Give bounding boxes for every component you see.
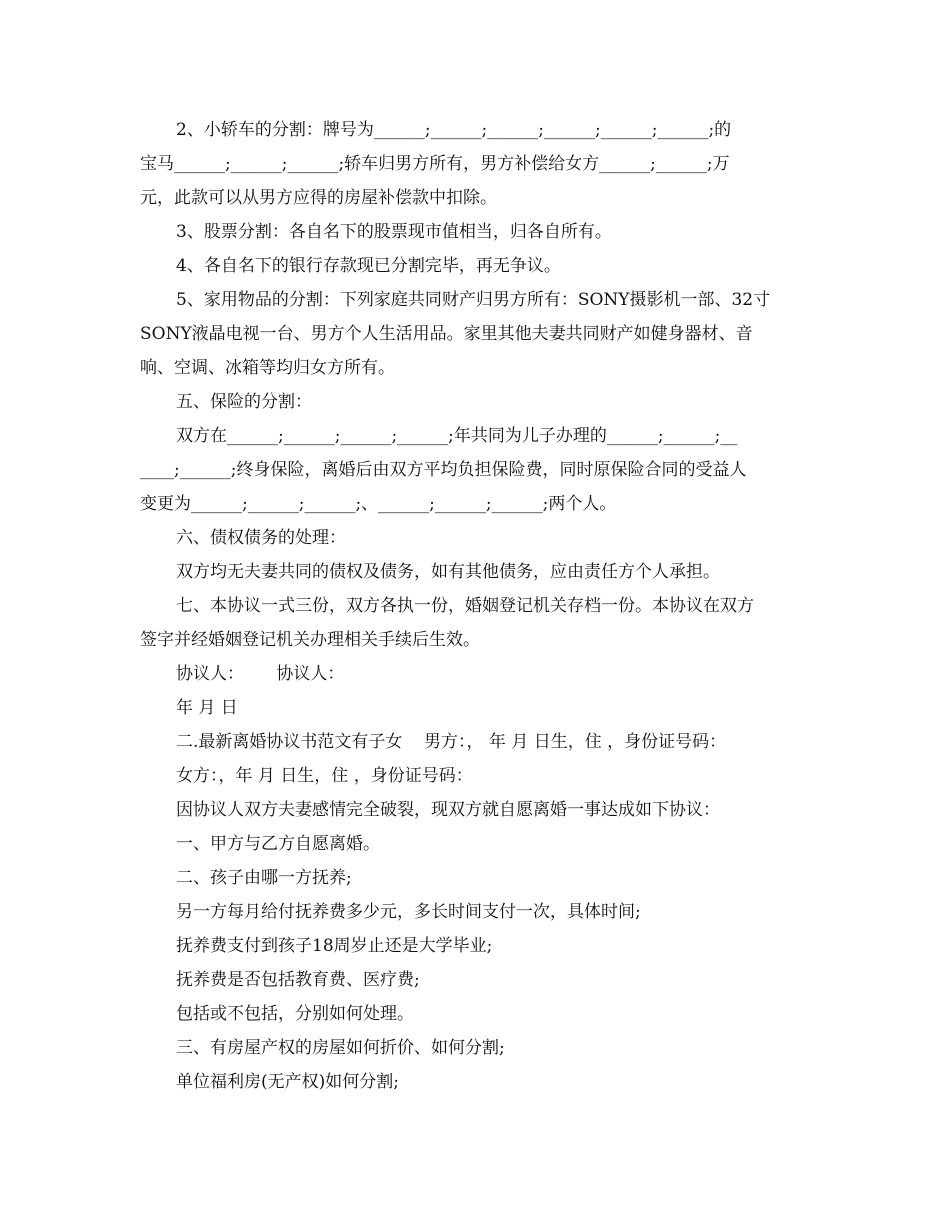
paragraph-line: 3、股票分割：各自名下的股票现市值相当，归各自所有。 bbox=[176, 222, 612, 242]
section-heading: 六、债权债务的处理： bbox=[176, 528, 346, 548]
date-line: 年 月 日 bbox=[176, 698, 238, 718]
paragraph-line: 双方均无夫妻共同的债权及债务，如有其他债务，应由责任方个人承担。 bbox=[176, 562, 720, 582]
paragraph-line: 宝马______;______;______;轿车归男方所有，男方补偿给女方______;______;万 bbox=[140, 154, 730, 174]
paragraph-line: 5、家用物品的分割：下列家庭共同财产归男方所有：SONY摄影机一部、32寸 bbox=[176, 290, 771, 310]
paragraph-line: 双方在______;______;______;______;年共同为儿子办理的______;______;__ bbox=[176, 426, 738, 446]
paragraph-line: SONY液晶电视一台、男方个人生活用品。家里其他夫妻共同财产如健身器材、音 bbox=[140, 324, 753, 344]
paragraph-line: 包括或不包括，分别如何处理。 bbox=[176, 1004, 414, 1024]
paragraph-line: 三、有房屋产权的房屋如何折价、如何分割; bbox=[176, 1038, 505, 1058]
paragraph-line: 抚养费支付到孩子18周岁止还是大学毕业; bbox=[176, 936, 493, 956]
paragraph-line: 变更为______;______;______;、______;______;______;两个人。 bbox=[140, 494, 617, 514]
paragraph-line: 一、甲方与乙方自愿离婚。 bbox=[176, 834, 380, 854]
section-heading: 二.最新离婚协议书范文有子女 男方：， 年 月 日生，住 ，身份证号码： bbox=[176, 732, 727, 752]
paragraph-line: 2、小轿车的分割：牌号为______;______;______;______;______;______;的 bbox=[176, 120, 732, 140]
paragraph-line: 4、各自名下的银行存款现已分割完毕，再无争议。 bbox=[176, 256, 561, 276]
paragraph-line: 单位福利房(无产权)如何分割; bbox=[176, 1072, 399, 1092]
paragraph-line: 元，此款可以从男方应得的房屋补偿款中扣除。 bbox=[140, 188, 497, 208]
paragraph-line: 因协议人双方夫妻感情完全破裂，现双方就自愿离婚一事达成如下协议： bbox=[176, 800, 720, 820]
paragraph-line: 七、本协议一式三份，双方各执一份，婚姻登记机关存档一份。本协议在双方 bbox=[176, 596, 754, 616]
paragraph-line: 女方：，年 月 日生，住 ，身份证号码： bbox=[176, 766, 473, 786]
signature-line: 协议人： 协议人： bbox=[176, 664, 345, 684]
paragraph-line: 抚养费是否包括教育费、医疗费; bbox=[176, 970, 420, 990]
document-body bbox=[140, 113, 812, 1099]
paragraph-line: 另一方每月给付抚养费多少元，多长时间支付一次，具体时间; bbox=[176, 902, 641, 922]
paragraph-line: 签字并经婚姻登记机关办理相关手续后生效。 bbox=[140, 630, 480, 650]
paragraph-line: 二、孩子由哪一方抚养; bbox=[176, 868, 352, 888]
paragraph-line: 响、空调、冰箱等均归女方所有。 bbox=[140, 358, 395, 378]
section-heading: 五、保险的分割： bbox=[176, 392, 312, 412]
paragraph-line: ____;______;终身保险，离婚后由双方平均负担保险费，同时原保险合同的受益人 bbox=[140, 460, 747, 480]
